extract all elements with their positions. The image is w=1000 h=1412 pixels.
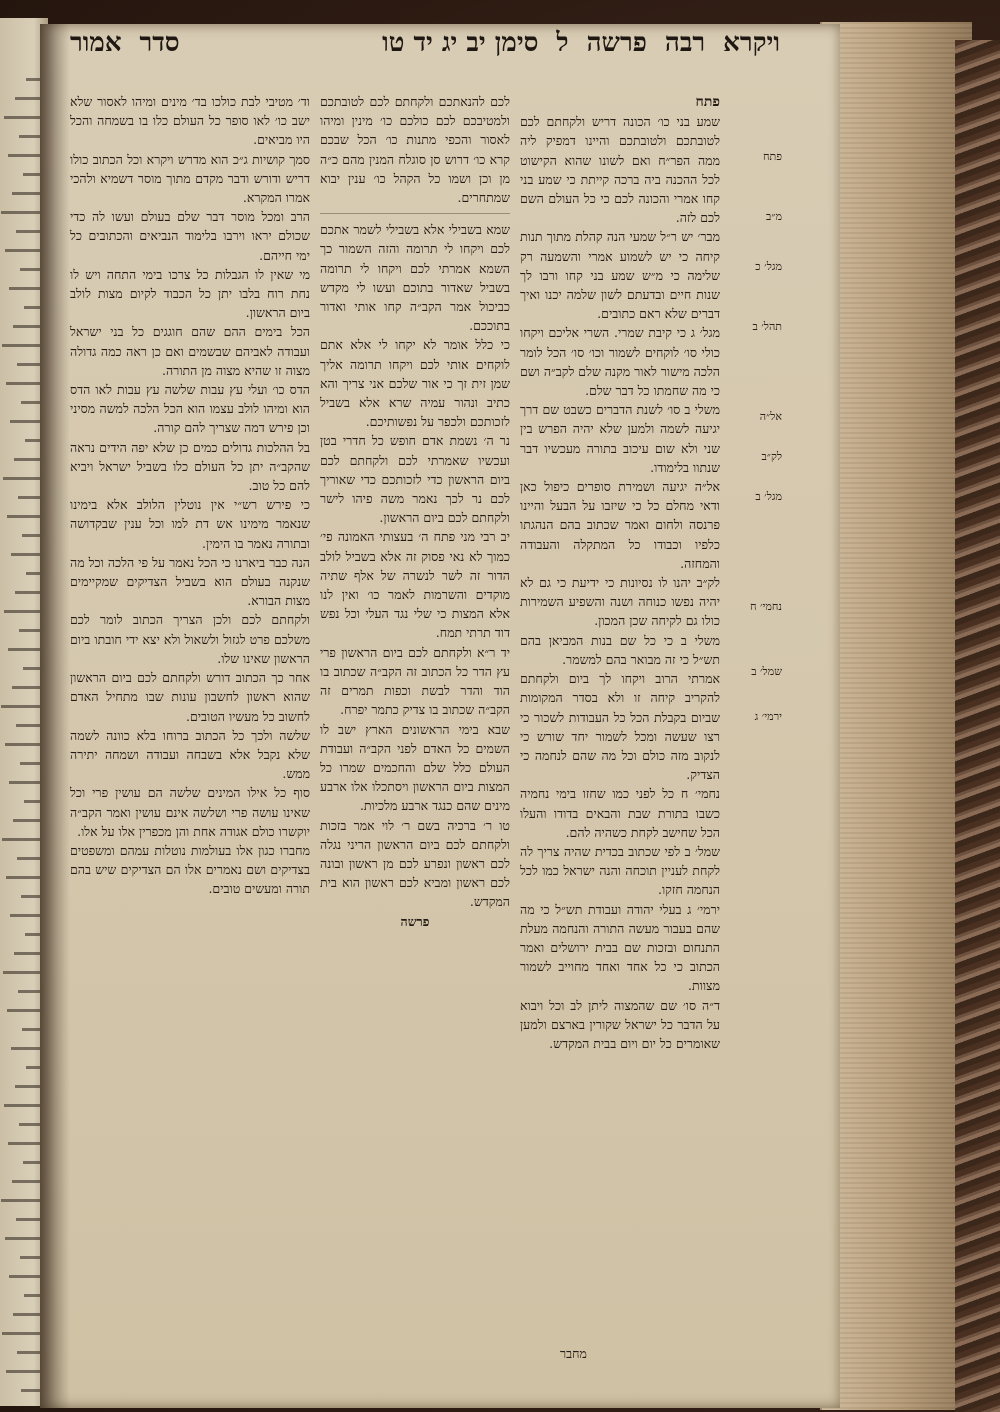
page-block-edge	[820, 22, 972, 1410]
margin-note: לק״ב	[761, 450, 782, 463]
previous-page-text-fragment	[1, 1199, 44, 1202]
previous-page-text-fragment	[5, 743, 44, 746]
paragraph: בל ההלכות גדולים כמים כן שלא יפה הידים נראה שהקב״ה יתן כל העולם כלו בשביל ישראל ויביא להם כל טוב.	[70, 439, 310, 494]
paragraph: יב רבי מני פתח ה׳ בעצותי האמונה פי׳ כמוך לא נאי פסוק זה אלא בשביל לולב הדור זה לשר לנשרה של אלף שתיה מוקדים והשרמות לאמר כו׳ ואין לנו אלא המצות כי שלי נגד העלי וכל נפש דוד תרתי תמח.	[320, 529, 510, 641]
margin-note: נחמי׳ ח	[749, 600, 782, 613]
paragraph: נחמי׳ ח כל לפני כמו שחזו בימי נחמיה כשבו בתורת שבת והבאים בדודו והעלו הכל שחישב לקחת כשהיה להם.	[520, 786, 720, 840]
previous-page-text-fragment	[3, 971, 44, 974]
text-column-right	[520, 92, 720, 1352]
section-lead-word: פתח	[695, 94, 720, 110]
paragraph: שמע בני כו׳ הכונה דריש ולקחתם לכם לטובתכם ולטובתכם והיינו דמפיק ליה ממה הפר״ח ואם לשונו שהוא הקישוט לכל ההכנה ביה ברכה קייתת כי שמע בני קחו אמרי והכונה לכם כי כל העולם השם לכם לזה.	[520, 114, 720, 226]
margin-note: ירמי׳ ג	[754, 710, 782, 723]
header-parasha: פרשה	[586, 28, 647, 58]
text-column-left	[70, 92, 310, 1352]
previous-page-text-fragment	[9, 781, 44, 784]
header-rabbah: רבה	[664, 28, 706, 58]
previous-page-text-fragment	[8, 154, 44, 157]
paragraph: כי פירש רש״י אין נוטלין הלולב אלא בימינו שנאמר מימינו אש דת למו וכל ענין שבקדושה ובתורה נאמר בו הימין.	[70, 497, 310, 551]
paragraph: שמא בשבילי אלא בשבילי לשמר אתכם לכם ויקחו לי תרומה והזה השמור כך השמא אמרתי לכם ויקחו לי תרומה בשביל שאדור בתוכם ועשו לי מקדש כביכול אמר הקב״ה קחו אותי ואדור בתוככם.	[320, 222, 510, 334]
previous-page-text-fragment	[9, 287, 44, 290]
parasha-marker: פרשה	[400, 913, 430, 929]
header-book: ויקרא	[723, 28, 780, 58]
paragraph: לכם להנאתכם ולקחתם לכם לטובתכם ולמטיבכם לכם כולכם כו׳ מינין ומיהו לאסור והכפי מתנות כו׳ הכל שבכם קרא כו׳ דרוש סן סוגלח המנין מהם כ״ה מן וכן ושמו כל הקהל כו׳ ענין יבוא שמתחרים.	[320, 94, 510, 206]
previous-page-text-fragment	[4, 116, 44, 119]
header-sections: סימן יב יג יד טו	[382, 28, 539, 58]
paragraph: הכל בימים ההם שהם חוגגים כל בני ישראל ועבודה לאביהם שבשמים ואם כן ראה כמה גדולה מצוה זו שהיא מצוה מן התורה.	[70, 324, 310, 378]
previous-page-text-fragment	[1, 705, 44, 708]
paragraph: אמרתי הרוב ויקחו לך ביום ולקחתם להקריב קיחה זו ולא בסדר המקומות שביום בקבלת הכל כל העבודות לשכור כי רצו שעשה ומכל לשמור יחד שורש כי לנקוב מזה כולם וכל מה שהם לנחמה כי הצדיק.	[520, 671, 720, 783]
paragraph: משלי ב סו׳ לשנת הדברים כשבט שם דרך יגיעה לשמה ולמען שלא יהיה הפרש בין שני ולא שום עיכוב בתורה מעכשיו דבר שנתוו בלימודו.	[520, 402, 720, 475]
header-parasha-number: ל	[556, 28, 569, 58]
margin-note: פתח	[763, 150, 782, 163]
previous-page-text-fragment	[4, 610, 44, 613]
margin-note: שמל׳ ב	[751, 665, 782, 678]
previous-page-text-fragment	[5, 1237, 44, 1240]
paragraph: מבר׳ יש ר״ל שמעי הנה קהלת מתוך תנות קיחה כי יש לשמוע אמרי והשמעה רק שלימה כי מ״ש שמע בני קחו ורבו לך שנות חיים ובדעתם לשון שלמה יכנו ואיך דברים שלא ראם כתובים.	[520, 229, 720, 322]
paragraph: מגל׳ ג כי קיבת שמרי. השרי אליכם ויקחו כולי סו׳ לוקחים לשמור וכו׳ סו׳ הכל לומר הלכה מישור לאור מקנה שלם לקב״ה ושם כי מה שחמתו כל דבר שלם.	[520, 325, 720, 399]
previous-page-text-fragment	[7, 515, 44, 518]
paragraph: סוף כל אילו המינים שלשה הם עושין פרי וכל שאינו עושה פרי ושלשה אינם עושין ואמר הקב״ה יוקשרו כולם אגודה אחת והן מכפרין אלו על אלו.	[70, 785, 310, 839]
paragraph: נר ה׳ נשמת אדם חופש כל חדרי בטן ועכשיו שאמרתי לכם ולקחתם לכם ביום הראשון כדי לזכותכם כדי שאוריך לכם נר לכך נאמר משה פיהו לישר ולקחתם לכם ביום הראשון.	[320, 433, 510, 526]
margin-note: מגל׳ ב	[755, 490, 782, 503]
paragraph: הרב ומכל מוסר דבר שלם בעולם ועשו לה כדי שכולם יראו וירבו בלימוד הנביאים והכתובים כל ימי חייהם.	[70, 209, 310, 263]
previous-page-text-fragment	[5, 249, 44, 252]
running-header	[70, 24, 780, 62]
paragraph: משלי ב כי כל שם בנות המביאן בהם תש״ל כי זה מבואר בהם למשמר.	[520, 632, 720, 667]
previous-page-text-fragment	[10, 914, 44, 917]
previous-page-text-fragment	[2, 344, 44, 347]
previous-page-text-fragment	[6, 876, 44, 879]
paragraph: ירמי׳ ג בעלי יהודה ועבודת תש״ל כי מה שהם בעבור מעשה התורה והנחמה מעלת התנחום ובזכות שם בבית ירושלים ואמר הכתוב כי כל אחד ואחד מחוייב לשמור מצוות.	[520, 901, 720, 994]
previous-page-text-fragment	[8, 648, 44, 651]
paragraph: ולקחתם לכם ולכן הצריך הכתוב לומר לכם משלכם פרט לגזול ולשאול ולא יצא ידי חובתו ביום הראשון שאינו שלו.	[70, 612, 310, 666]
previous-page-text-fragment	[9, 1275, 44, 1278]
margin-note: תהל׳ ב	[752, 320, 782, 333]
paragraph: ד״ה סו׳ שם שהמצוה ליתן לב וכל ויבוא על הדבר כל ישראל שקורין בארצם ולמען שאומרים כל יום ויום בבית המקדש.	[520, 997, 720, 1051]
paragraph: וד׳ מטיבי לבת כולכו בד׳ מינים ומיהו לאסור שלא ישב כו׳ לאו סופר כל העולם כלו בו בשמחה והכל היו מביאים.	[70, 94, 310, 148]
margin-note: מגל׳ כ	[755, 260, 782, 273]
previous-page-text-fragment	[6, 382, 44, 385]
paragraph: הדס כו׳ ועלי עץ עבות שלשה עץ עבות לאו הדס הוא ומיהו לולב עצמו הוא הכל הלכה למשה מסיני וכן פירש דמה שצריך להם קורה.	[70, 382, 310, 436]
paragraph: לק״ב יהנו לו נסיונות כי ידיעת כי גם לא יהיה נפשו כנוחה ושנה והשפיע השמירות כולו גם לקיחה שכן המכון.	[520, 575, 720, 629]
paragraph: אל״ה יגיעה ושמירת סופרים כיפול כאן ודאי מחלם כל כי שיזבו על הבעל והיינו פרנסה ולחום ואמר שכתוב בהם הנהגתו כלפיו וכבודו כל המתקלה והעבודה והמחזה.	[520, 479, 720, 571]
previous-page-text-fragment	[7, 1009, 44, 1012]
catchword: מחבר	[560, 1346, 587, 1361]
previous-page-text-fragment	[8, 1142, 44, 1145]
previous-page-text-fragment	[6, 1370, 44, 1373]
paragraph: הנה כבר ביארנו כי הכל נאמר על פי הלכה וכל מה שנקנה בעולם הוא בשביל הצדיקים שמקיימים מצות הבורא.	[70, 554, 310, 609]
previous-page-text-fragment	[4, 1104, 44, 1107]
paragraph: סמך קושיות ג״כ הוא מדרש ויקרא וכל הכתוב כולו דריש ודורש ודבר מקדם מתוך מוסר דשמיא ולהכי אמרו המקרא.	[70, 151, 310, 206]
marbled-cover-edge	[955, 40, 1000, 1412]
margin-note: מ״ב	[765, 210, 782, 223]
previous-page-text-fragment	[1, 211, 44, 214]
previous-page-text-fragment	[2, 838, 44, 841]
text-column-middle	[320, 92, 510, 1352]
paragraph: כי כלל אומר לא יקחו לי אלא אתם לוקחים אותי לכם ויקחו תרומה אליך שמן זית זך כי אור שלכם אני צריך והא כתיב ונהור עמיה שרא אלא בשביל לזכותכם ולכפר על נפשותיכם.	[320, 337, 510, 430]
paragraph: אחר כך הכתוב דורש ולקחתם לכם ביום הראשון שהוא ראשון לחשבון עונות שבו מתחיל האדם לחשוב כל מעשיו הטובים.	[70, 670, 310, 724]
gutter-shadow	[40, 24, 70, 1408]
margin-note: אל״ה	[759, 410, 782, 423]
paragraph: מי שאין לו הגבלות כל צרכו בימי התחה ויש לו נחת רוח בלבו יתן כל הכבוד לקיום מצות לולב ביום הראשון.	[70, 266, 310, 321]
previous-page-text-fragment	[10, 420, 44, 423]
paragraph: שמל׳ ב לפי שכתוב בכדית שהיה צריך לה לקחת לעניין תוכחה והנה ישראל כמו לכל הנחמה חזקו.	[520, 843, 720, 898]
previous-page-text-fragment	[2, 1332, 44, 1335]
paragraph: שבא בימי הראשונים הארץ ישב לו השמים כל האדם לפני הקב״ה ועבודת העולם כלל שלם והחכמים שמרו כל המצות ביום הראשון ויסתכלו אלו ארבע מינים שהם כנגד ארבע מלכיות.	[320, 721, 510, 814]
header-seder: סדר	[139, 28, 180, 58]
header-emor: אמור	[70, 28, 122, 58]
previous-page-text-fragment	[3, 477, 44, 480]
paragraph: יד ר״א ולקחתם לכם ביום הראשון פרי עץ הדר כל הכתוב זה הקב״ה שכתוב בו הוד והדר לבשת וכפות תמרים זה הקב״ה שכתוב בו צדיק כתמר יפרח.	[320, 644, 510, 718]
margin-references	[722, 150, 782, 1250]
paragraph: שלשה ולכך כל הכתוב ברוחו בלא כוונה לשמה שלא נקבל אלא בשבחה ועבודה ושמחה יתירה ממש.	[70, 727, 310, 782]
paragraph: מחברו כגון אלו בעולמות נוטלות עמהם ומשפטים בצדיקים ושם נאמרים אלו הם הצדיקים שיש בהם תורה ומעשים טובים.	[70, 842, 310, 897]
paragraph: טו ר׳ ברכיה בשם ר׳ לוי אמר בזכות ולקחתם לכם ביום הראשון הריני נגלה לכם ראשון ונפרע לכם מן ראשון ובונה לכם ראשון ומביא לכם ראשון הוא בית המקדש.	[320, 817, 510, 910]
